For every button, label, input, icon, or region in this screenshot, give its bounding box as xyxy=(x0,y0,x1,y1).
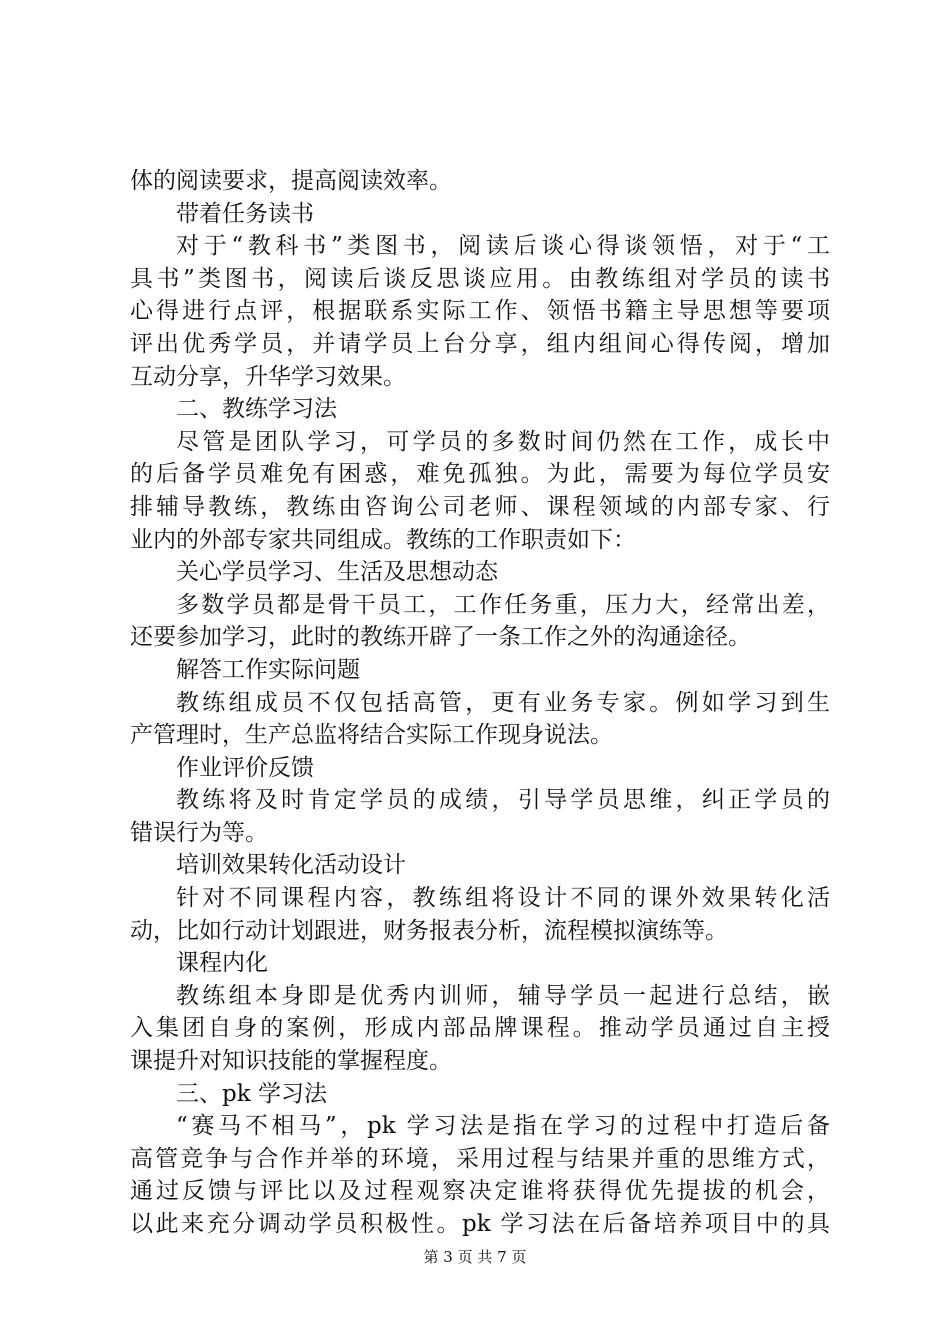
text-line: 多数学员都是骨干员工，工作任务重，压力大，经常出差， xyxy=(176,591,830,618)
text-line: 教练组成员不仅包括高管，更有业务专家。例如学习到生 xyxy=(176,689,830,716)
text-line: 二、教练学习法 xyxy=(176,396,337,423)
text-line: 互动分享，升华学习效果。 xyxy=(130,363,406,390)
page-footer: 第 3 页 共 7 页 xyxy=(423,1248,527,1266)
text-line: 的后备学员难免有困惑，难免孤独。为此，需要为每位学员安 xyxy=(130,461,830,488)
text-line: 教练组本身即是优秀内训师，辅导学员一起进行总结，嵌 xyxy=(176,982,830,1009)
text-line: 通过反馈与评比以及过程观察决定谁将获得优先提拔的机会， xyxy=(130,1178,830,1205)
text-line: 具书”类图书，阅读后谈反思谈应用。由教练组对学员的读书 xyxy=(130,265,830,292)
text-line: 关心学员学习、生活及思想动态 xyxy=(176,559,498,586)
text-line: 针对不同课程内容，教练组将设计不同的课外效果转化活 xyxy=(176,885,830,912)
text-line: 以此来充分调动学员积极性。pk 学习法在后备培养项目中的具 xyxy=(130,1211,830,1237)
text-line: 排辅导教练，教练由咨询公司老师、课程领域的内部专家、行 xyxy=(130,493,830,520)
text-line: 业内的外部专家共同组成。教练的工作职责如下： xyxy=(130,526,636,553)
text-line: 培训效果转化活动设计 xyxy=(176,852,406,879)
text-line: 作业评价反馈 xyxy=(176,754,314,781)
text-line: 尽管是团队学习，可学员的多数时间仍然在工作，成长中 xyxy=(176,428,830,455)
text-line: 课提升对知识技能的掌握程度。 xyxy=(130,1048,452,1075)
text-line: 三、pk 学习法 xyxy=(176,1080,327,1107)
text-line: 还要参加学习，此时的教练开辟了一条工作之外的沟通途径。 xyxy=(130,624,751,651)
text-line: 入集团自身的案例，形成内部品牌课程。推动学员通过自主授 xyxy=(130,1015,830,1042)
text-line: 解答工作实际问题 xyxy=(176,656,360,683)
text-line: 教练将及时肯定学员的成绩，引导学员思维，纠正学员的 xyxy=(176,787,830,814)
text-line: 心得进行点评，根据联系实际工作、领悟书籍主导思想等要项 xyxy=(130,298,830,325)
body-text xyxy=(130,165,830,1241)
text-line: 动，比如行动计划跟进，财务报表分析，流程模拟演练等。 xyxy=(130,917,728,944)
text-line: “赛马不相马”，pk 学习法是指在学习的过程中打造后备 xyxy=(176,1113,830,1140)
text-line: 带着任务读书 xyxy=(176,200,314,227)
text-line: 课程内化 xyxy=(176,950,268,977)
text-line: 体的阅读要求，提高阅读效率。 xyxy=(130,168,452,194)
text-line: 产管理时，生产总监将结合实际工作现身说法。 xyxy=(130,722,613,749)
text-line: 错误行为等。 xyxy=(130,819,268,846)
text-line: 评出优秀学员，并请学员上台分享，组内组间心得传阅，增加 xyxy=(130,330,830,357)
text-line: 对于“教科书”类图书，阅读后谈心得谈领悟，对于“工 xyxy=(176,233,830,260)
text-line: 高管竞争与合作并举的环境，采用过程与结果并重的思维方式， xyxy=(130,1145,830,1172)
